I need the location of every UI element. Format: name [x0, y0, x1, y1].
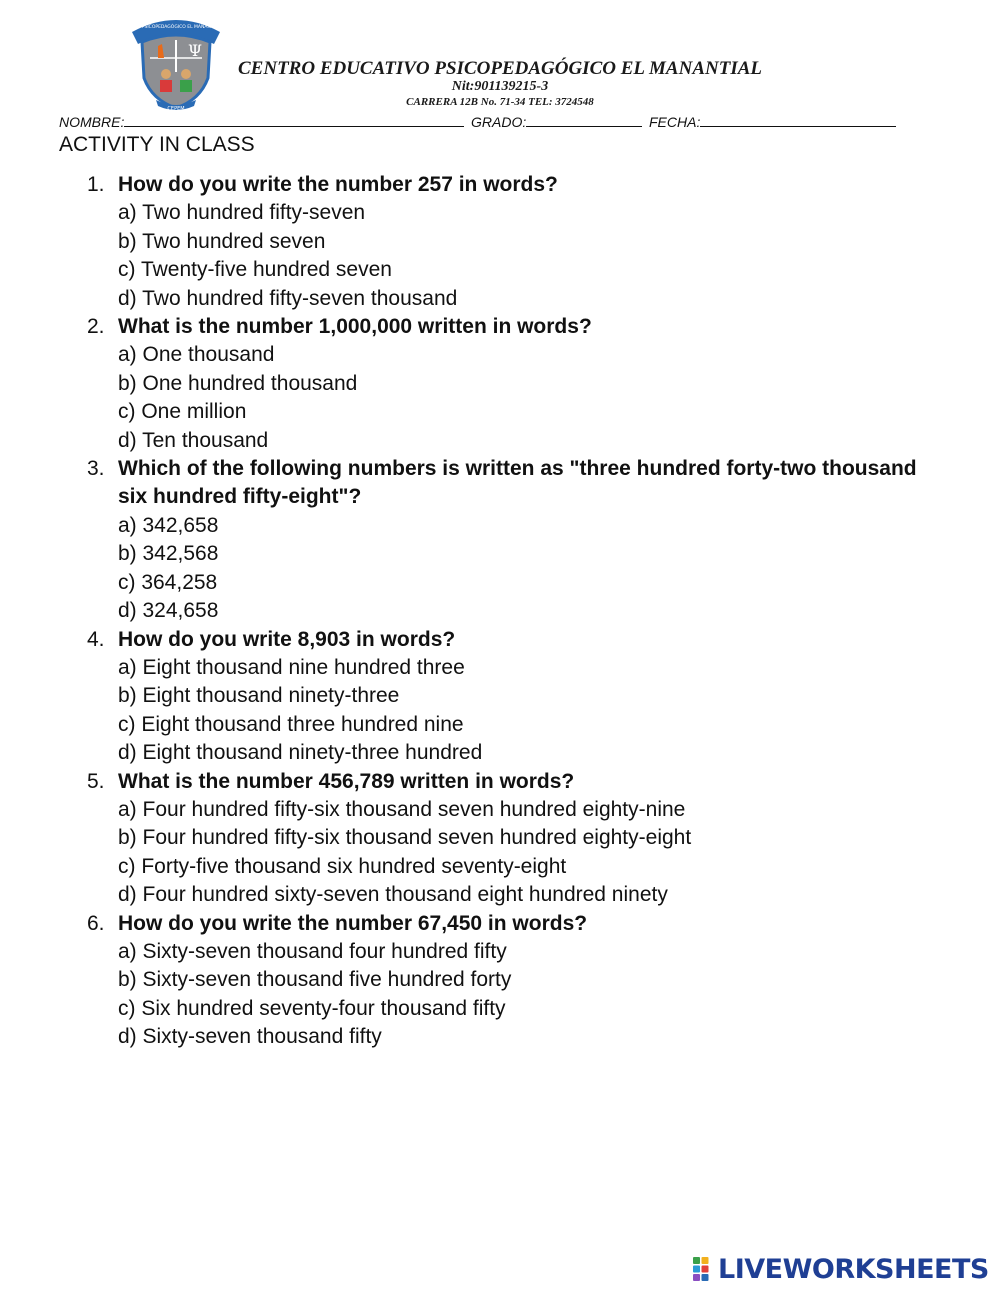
question-number: 6. [87, 911, 105, 935]
logo-top-text: C.E. PSICOPEDAGÓGICO EL MANANTIAL [131, 25, 221, 30]
question-number: 3. [87, 457, 105, 481]
name-blank[interactable] [124, 112, 464, 127]
question-text: What is the number 1,000,000 written in words? [118, 315, 592, 339]
question-number: 2. [87, 315, 105, 339]
option-a[interactable]: a) Four hundred fifty-six thousand seven hundred eighty-nine [118, 797, 686, 821]
question-number: 5. [87, 769, 105, 793]
activity-title: ACTIVITY IN CLASS [59, 133, 255, 156]
date-label: FECHA: [649, 114, 701, 130]
option-b[interactable]: b) Two hundred seven [118, 229, 326, 253]
question-4 [87, 626, 918, 768]
option-a[interactable]: a) One thousand [118, 343, 275, 367]
option-d[interactable]: d) Ten thousand [118, 428, 269, 452]
option-a[interactable]: a) Sixty-seven thousand four hundred fifty [118, 939, 507, 963]
question-text: How do you write 8,903 in words? [118, 627, 456, 651]
option-c[interactable]: c) Forty-five thousand six hundred seventy-eight [118, 854, 567, 878]
option-c[interactable]: c) Eight thousand three hundred nine [118, 712, 464, 736]
option-b[interactable]: b) 342,568 [118, 542, 219, 566]
option-b[interactable]: b) Four hundred fifty-six thousand seven hundred eighty-eight [118, 826, 692, 850]
grade-label: GRADO: [471, 114, 527, 130]
question-text: Which of the following numbers is written as "three hundred forty-two thousand six hundred fifty-eight"? [118, 457, 917, 509]
option-d[interactable]: d) Four hundred sixty-seven thousand eight hundred ninety [118, 883, 668, 907]
liveworksheets-logo-icon [692, 1256, 718, 1282]
question-6 [87, 910, 918, 1052]
option-d[interactable]: d) Eight thousand ninety-three hundred [118, 741, 483, 765]
option-c[interactable]: c) Twenty-five hundred seven [118, 258, 392, 282]
svg-text:Ψ: Ψ [188, 41, 203, 60]
option-a[interactable]: a) Two hundred fifty-seven [118, 201, 366, 225]
date-field[interactable] [649, 112, 896, 130]
question-5 [87, 768, 918, 910]
option-c[interactable]: c) 364,258 [118, 570, 218, 594]
logo-bottom-text: CEPEM [167, 106, 185, 112]
student-info-fields [59, 112, 919, 132]
nit-number: Nit:901139215-3 [451, 79, 549, 94]
grade-blank[interactable] [526, 112, 642, 127]
grade-field[interactable] [471, 112, 642, 130]
brand-text: LIVEWORKSHEETS [718, 1253, 989, 1285]
option-b[interactable]: b) Sixty-seven thousand five hundred forty [118, 968, 512, 992]
option-a[interactable]: a) 342,658 [118, 513, 219, 537]
question-1 [87, 171, 918, 313]
question-text: How do you write the number 67,450 in words? [118, 911, 588, 935]
option-c[interactable]: c) Six hundred seventy-four thousand fifty [118, 996, 506, 1020]
option-a[interactable]: a) Eight thousand nine hundred three [118, 655, 465, 679]
option-b[interactable]: b) Eight thousand ninety-three [118, 684, 400, 708]
school-name: CENTRO EDUCATIVO PSICOPEDAGÓGICO EL MANANTIAL [238, 58, 762, 79]
question-3 [87, 455, 918, 625]
option-d[interactable]: d) Sixty-seven thousand fifty [118, 1025, 382, 1049]
name-field[interactable] [59, 112, 464, 130]
school-address: CARRERA 12B No. 71-34 TEL: 3724548 [406, 96, 594, 108]
question-2 [87, 313, 918, 455]
question-number: 1. [87, 173, 105, 196]
liveworksheets-brand[interactable] [692, 1254, 989, 1284]
question-number: 4. [87, 627, 105, 651]
option-d[interactable]: d) Two hundred fifty-seven thousand [118, 286, 458, 310]
date-blank[interactable] [700, 112, 896, 127]
question-text: What is the number 456,789 written in words? [118, 769, 575, 793]
name-label: NOMBRE: [59, 114, 125, 130]
question-text: How do you write the number 257 in words? [118, 173, 558, 196]
option-c[interactable]: c) One million [118, 400, 247, 424]
option-d[interactable]: d) 324,658 [118, 599, 219, 623]
option-b[interactable]: b) One hundred thousand [118, 371, 358, 395]
question-list [87, 171, 918, 1052]
